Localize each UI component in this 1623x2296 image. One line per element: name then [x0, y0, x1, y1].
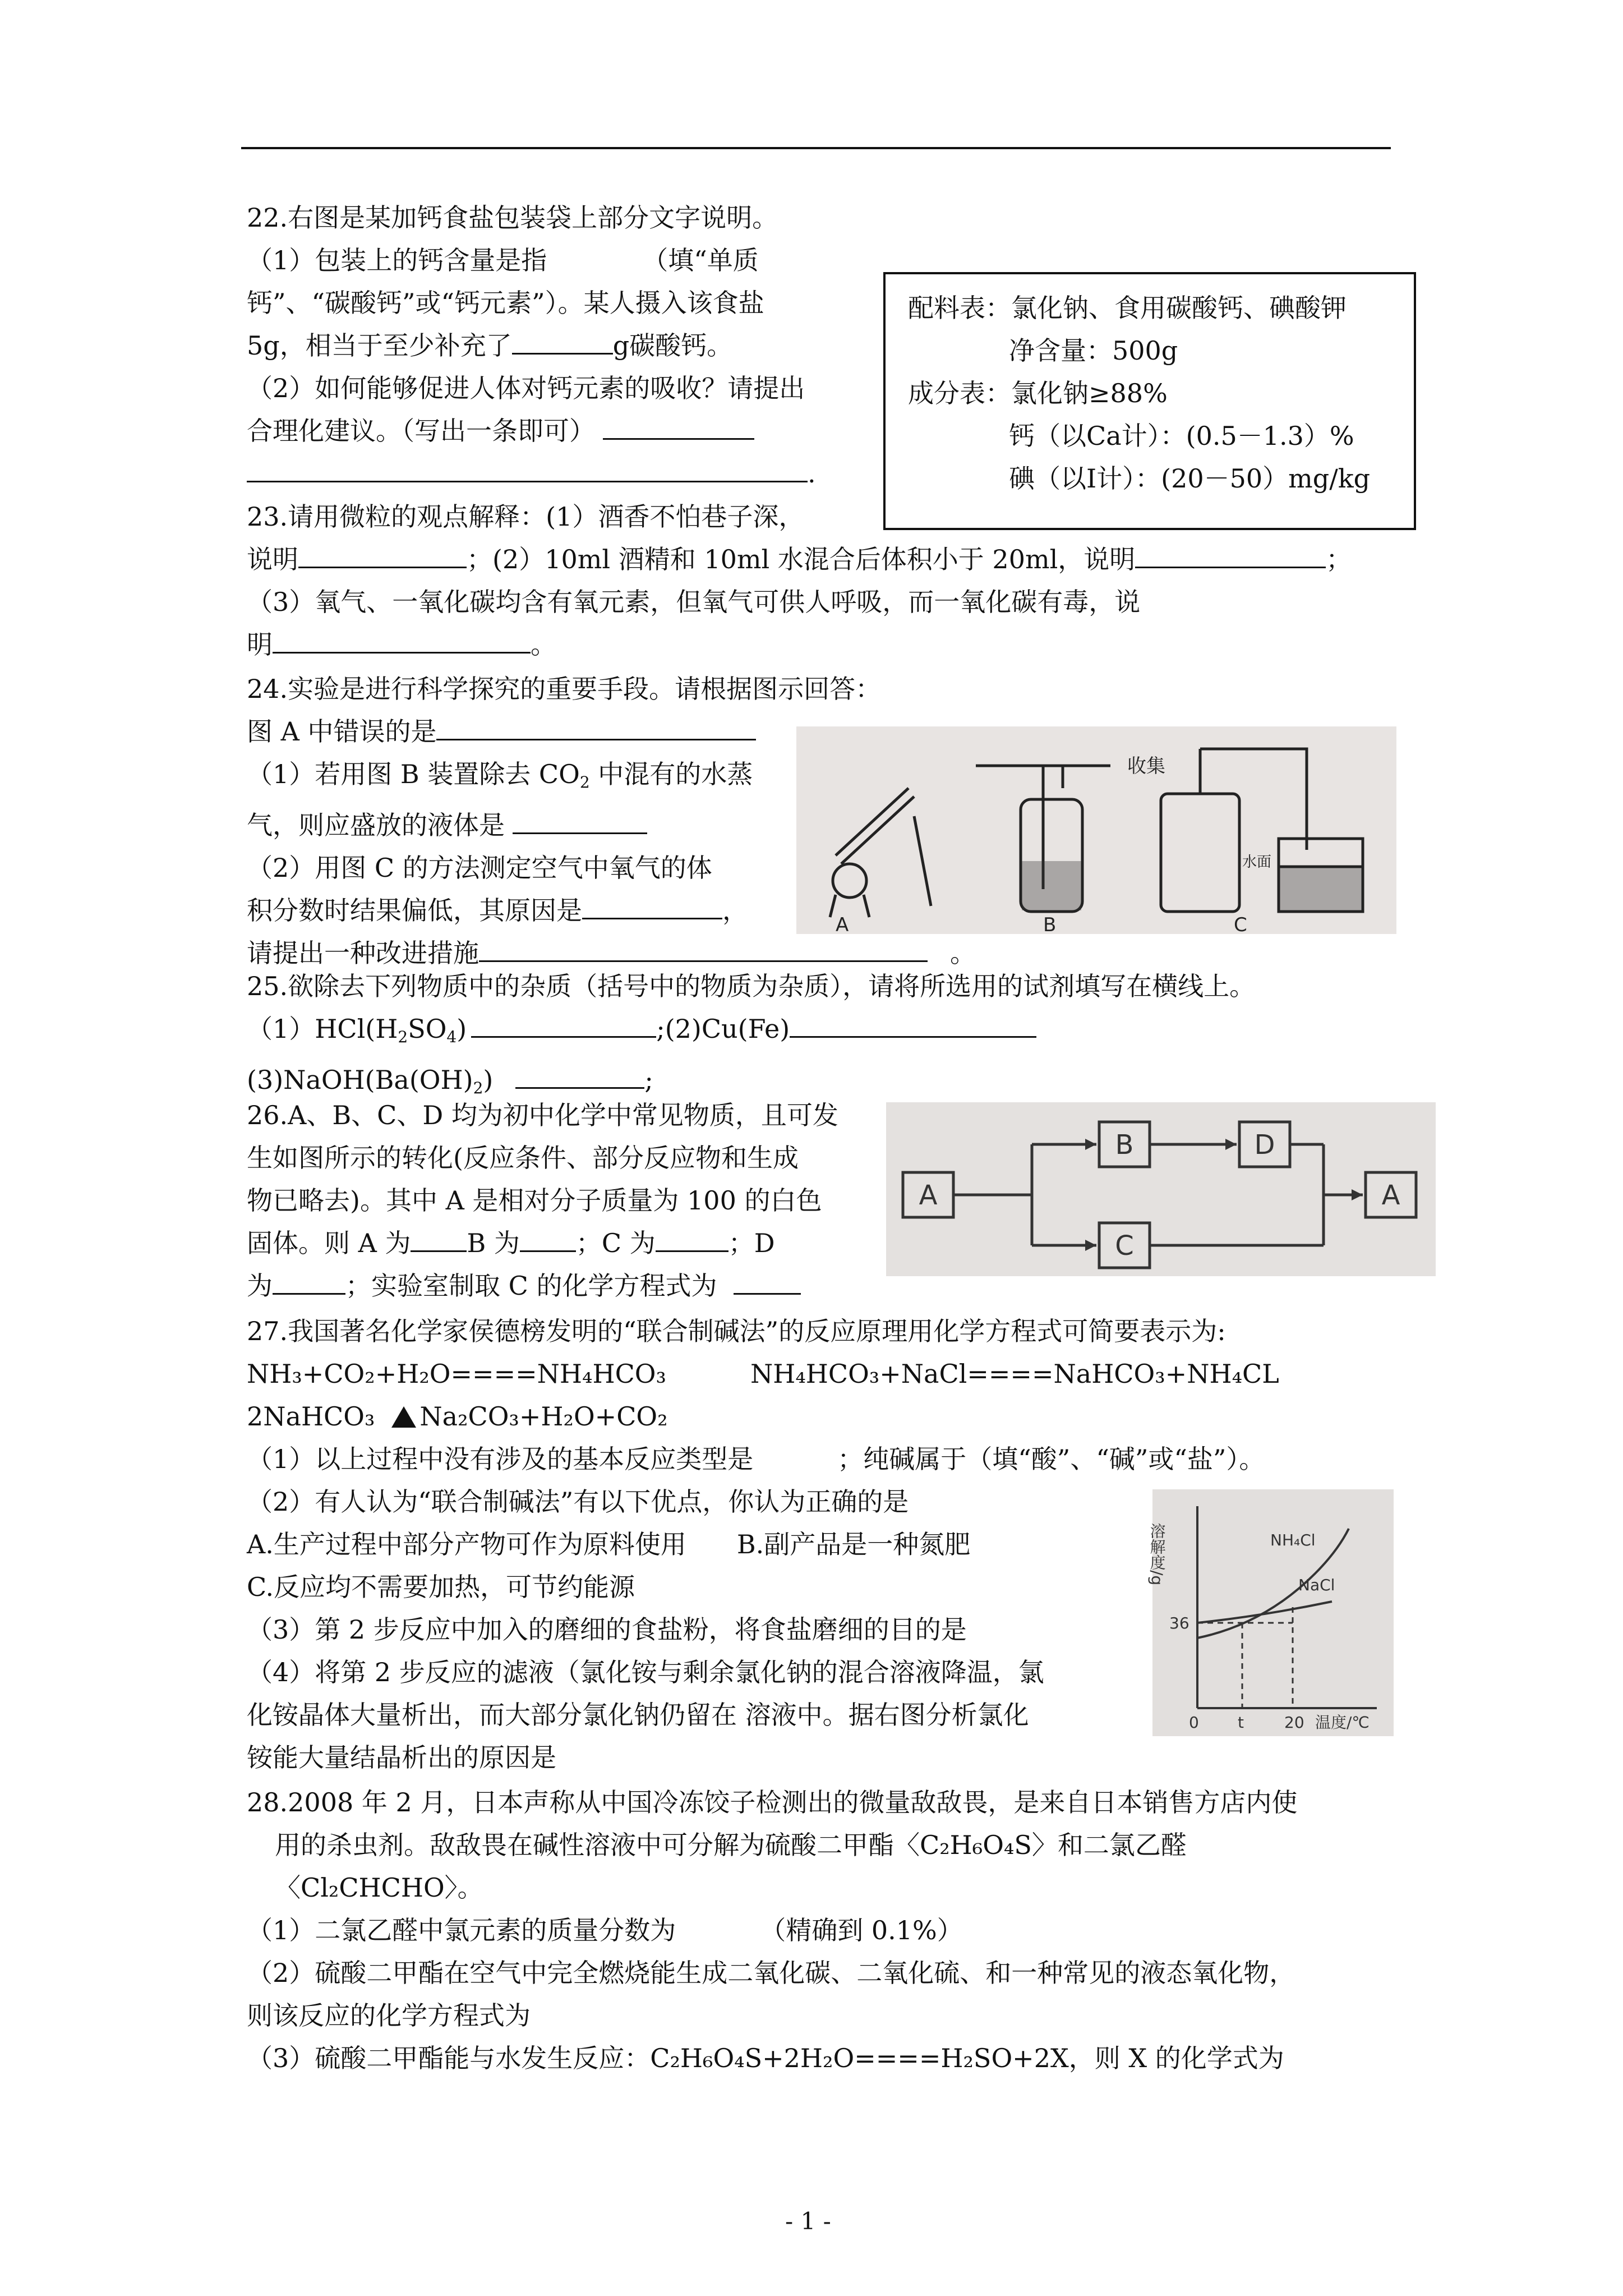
- answer-blank[interactable]: [273, 1267, 345, 1295]
- answer-blank[interactable]: [436, 713, 756, 740]
- page-number: - 1 -: [785, 2207, 831, 2235]
- graph-nacl-label: NaCl: [1298, 1576, 1335, 1594]
- node-c: C: [1115, 1230, 1134, 1262]
- answer-blank[interactable]: [247, 455, 808, 482]
- question-25: 25.欲除去下列物质中的杂质（括号中的物质为杂质），请将所选用的试剂填写在横线上。 $(1)HCl(H_2SO_4)$ ;(2)Cu(Fe) $(3)NaOH(Ba(OH)_2)$ ;: [247, 971, 1256, 1097]
- node-b: B: [1115, 1129, 1134, 1161]
- answer-blank[interactable]: [479, 935, 928, 962]
- question-24: 24.实验是进行科学探究的重要手段。请根据图示回答： 图 A 中错误的是 （1）若用图 B 装置除去 $CO_2$ 中混有的水蒸 气，则应盛放的液体是 （2）用图 C 的方法测定空气中氧气的体 积分数时结果偏低，其原因是 ， 请提出一种改进措施 。: [247, 674, 976, 968]
- answer-blank[interactable]: [582, 892, 722, 919]
- question-26: 26.A、B、C、D 均为初中化学中常见物质，且可发 生如图所示的转化(反应条件、部分反应物和生成 物已略去)。其中 A 是相对分子质量为 100 的白色 固体。则 A 为 B 为 ；C 为 ；D 为 ；实验室制取 C 的化学方程式为: [247, 1100, 838, 1301]
- answer-blank[interactable]: [471, 1010, 656, 1038]
- answer-blank[interactable]: [298, 541, 467, 568]
- question-22: 22.右图是某加钙食盐包装袋上部分文字说明。 （1）包装上的钙含量是指 （填“单质 钙”、“碳酸钙”或“钙元素”）。某人摄入该食盐 5g，相当于至少补充了 g碳酸钙。 （2）如何能够促进人体对钙元素的吸收？请提出 合理化建议。（写出一条即可） .: [247, 196, 816, 495]
- fig-label-collect: 收集: [1127, 755, 1165, 777]
- answer-blank[interactable]: [411, 1225, 467, 1252]
- answer-blank[interactable]: [1135, 541, 1326, 568]
- answer-blank[interactable]: [603, 412, 754, 440]
- answer-blank[interactable]: [513, 807, 647, 834]
- graph-x-label: 温度/℃: [1315, 1713, 1370, 1732]
- graph-20-label: 20: [1284, 1713, 1304, 1732]
- equation-2: NH₄HCO₃+NaCl====NaHCO₃+NH₄CL: [750, 1359, 1279, 1389]
- answer-blank[interactable]: [515, 1061, 644, 1089]
- option-b: B.副产品是一种氮肥: [736, 1529, 971, 1559]
- graph-t-label: t: [1238, 1713, 1244, 1732]
- salt-net-content: 净含量：500g: [1009, 335, 1178, 366]
- salt-calcium: 钙（以Ca计）：(0.5－1.3）%: [1009, 421, 1354, 451]
- apparatus-figure: [796, 726, 1396, 934]
- question-28: 28.2008 年 2 月，日本声称从中国冷冻饺子检测出的微量敌敌畏，是来自日本销售方店内使 用的杀虫剂。敌敌畏在碱性溶液中可分解为硫酸二甲酯〈C₂H₆O₄S〉和二氯乙醛 〈Cl₂CHCHO〉。 （1）二氯乙醛中氯元素的质量分数为 （精确到 0.1%） （2）硫酸二甲酯在空气中完全燃烧能生成二氧化碳、二氧化硫、和一种常见的液态氧化物， 则该反应的化学方程式为 （3）硫酸二甲酯能与水发生反应：C₂H₆O₄S+2H₂O====H₂SO+2X，则 X 的化学式为: [247, 1787, 1298, 2073]
- answer-blank[interactable]: [734, 1267, 801, 1295]
- fig-label-c: C: [1234, 914, 1247, 936]
- q22-title: 22.右图是某加钙食盐包装袋上部分文字说明。: [247, 203, 778, 233]
- graph-origin-label: 0: [1189, 1713, 1199, 1732]
- node-a-end: A: [1381, 1180, 1400, 1211]
- equation-3-right: Na₂CO₃+H₂O+CO₂: [419, 1401, 668, 1432]
- graph-36-label: 36: [1169, 1614, 1189, 1632]
- equation-3-left: 2NaHCO₃: [247, 1401, 375, 1432]
- salt-composition: 成分表：氯化钠≥88%: [908, 378, 1168, 408]
- answer-blank[interactable]: [790, 1010, 1036, 1038]
- fig-label-a: A: [836, 914, 849, 936]
- node-d: D: [1254, 1129, 1275, 1161]
- salt-ingredients: 配料表：氯化钠、食用碳酸钙、碘酸钾: [908, 293, 1347, 323]
- question-23: 23.请用微粒的观点解释：(1）酒香不怕巷子深， 说明 ；(2）10ml 酒精和 10ml 水混合后体积小于 20ml，说明 ； （3）氧气、一氧化碳均含有氧元素，但氧气可供人呼吸，而一氧化碳有毒，说 明 。: [247, 501, 1352, 660]
- answer-blank[interactable]: [273, 626, 531, 654]
- heat-triangle-icon: [391, 1406, 416, 1428]
- fig-label-b: B: [1043, 914, 1057, 936]
- salt-iodine: 碘（以I计）：(20－50）mg/kg: [1009, 463, 1371, 494]
- header-rule: [241, 147, 1391, 149]
- answer-blank[interactable]: [512, 327, 613, 355]
- fig-label-water: 水面: [1242, 854, 1272, 871]
- answer-blank[interactable]: [656, 1225, 728, 1252]
- conversion-diagram: [886, 1102, 1436, 1276]
- graph-y-label: 溶解度/g: [1147, 1523, 1166, 1586]
- option-c: C.反应均不需要加热，可节约能源: [247, 1572, 635, 1602]
- salt-label-box: [883, 272, 1416, 530]
- graph-nh4cl-label: NH₄Cl: [1270, 1531, 1316, 1549]
- question-27: 27.我国著名化学家侯德榜发明的“联合制碱法”的反应原理用化学方程式可简要表示为: NH₃+CO₂+H₂O====NH₄HCO₃ NH₄HCO₃+NaCl====NaHCO₃+NH₄CL 2NaHCO₃ Na₂CO₃+H₂O+CO₂ （1）以上过程中没有涉及的基本反应类型是 ；纯碱属于（填“酸”、“碱”或“盐”）。 （2）有人认为“联合制碱法”有以下优点，你认为正确的是 A.生产过程中部分产物可作为原料使用 B.副产品是一种氮肥 C.反应均不需要加热，可节约能源 （3）第 2 步反应中加入的磨细的食盐粉，将食盐磨细的目的是 （4）将第 2 步反应的滤液（氯化铵与剩余氯化钠的混合溶液降温，氯 化铵晶体大量析出，而大部分氯化钠仍留在 溶液中。据右图分析氯化 铵能大量结晶析出的原因是: [247, 1316, 1279, 1773]
- solubility-graph: [1147, 1489, 1394, 1736]
- answer-blank[interactable]: [520, 1225, 576, 1252]
- node-a-start: A: [919, 1180, 938, 1211]
- equation-1: NH₃+CO₂+H₂O====NH₄HCO₃: [247, 1359, 666, 1389]
- option-a: A.生产过程中部分产物可作为原料使用: [247, 1529, 686, 1559]
